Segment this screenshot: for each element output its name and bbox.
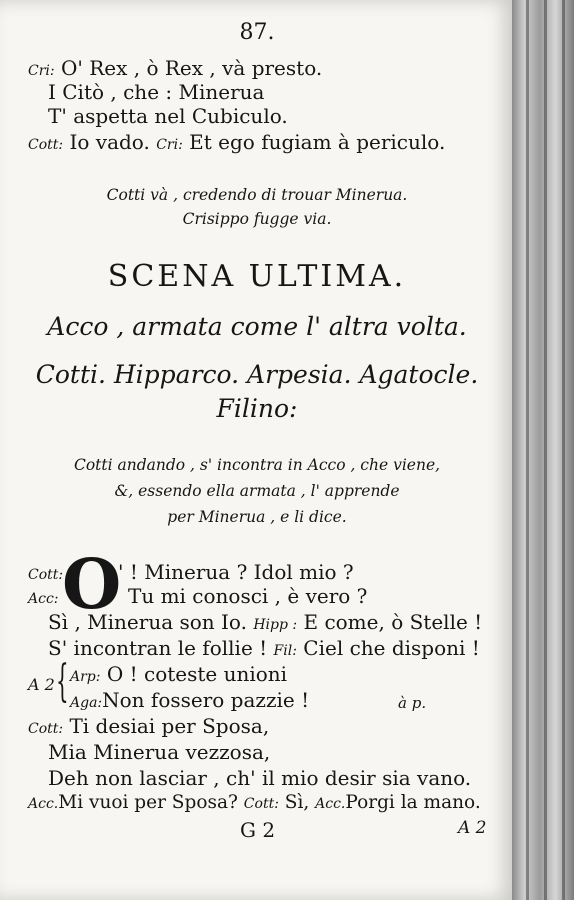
dialogue-line-mia: Mia Minerua vezzosa, [48, 740, 271, 764]
dialogue-line-2: Tu mi conosci , è vero ? [128, 584, 368, 608]
aside-marker: à p. [398, 694, 427, 712]
stage-direction-3: Cotti andando , s' incontra in Acco , che viene, [73, 456, 441, 474]
signature-mark: G 2 [240, 818, 276, 842]
stage-direction-4: &, essendo ella armata , l' apprende [114, 482, 400, 500]
stage-direction-1: Cotti và , credendo di trouar Minerua. [106, 186, 408, 204]
speaker-label: Cri: [156, 137, 183, 153]
page-number: 87. [239, 20, 275, 45]
speaker-cott-1: Cott: [28, 567, 64, 583]
speaker-label: Cri: [28, 63, 55, 79]
a2-label: A 2 [28, 675, 55, 694]
stage-direction-2: Crisippo fugge via. [182, 210, 332, 228]
verse-line-3: T' aspetta nel Cubiculo. [48, 104, 288, 128]
scene-title: SCENA ULTIMA. [107, 259, 407, 294]
verse-line-2: I Citò , che : Minerua [48, 80, 265, 104]
scene-heading-3: Filino: [216, 394, 298, 423]
catchword: A 2 [458, 818, 487, 838]
dialogue-line-cott-2: Cott: Ti desiai per Sposa, [28, 714, 270, 738]
speaker-label: Cott: [28, 137, 64, 153]
scene-heading-1: Acco , armata come l' altra volta. [47, 312, 467, 341]
brace-glyph: { [56, 656, 69, 707]
scene-heading-2: Cotti. Hipparco. Arpesia. Agatocle. [35, 360, 479, 389]
dialogue-line-1: ' ! Minerua ? Idol mio ? [118, 560, 354, 584]
dialogue-line-aga: Aga:Non fossero pazzie ! [70, 688, 310, 712]
stage-direction-5: per Minerua , e li dice. [167, 508, 347, 526]
dialogue-line-4: S' incontran le follie ! Fil: Ciel che disponi ! [48, 636, 480, 660]
verse-line-1: Cri: O' Rex , ò Rex , và presto. [28, 56, 323, 80]
dialogue-line-deh: Deh non lasciar , ch' il mio desir sia vano. [48, 766, 472, 790]
dialogue-line-3: Sì , Minerua son Io. Hipp : E come, ò Stelle ! [48, 610, 483, 634]
speaker-acc-1: Acc: [28, 591, 59, 607]
verse-line-4: Cott: Io vado. Cri: Et ego fugiam à periculo. [28, 130, 446, 154]
page-edge-shadow [512, 0, 574, 900]
dialogue-line-arp: Arp: O ! coteste unioni [70, 662, 288, 686]
speaker-label: Fil: [273, 643, 297, 659]
speaker-label: Hipp : [253, 617, 298, 633]
dialogue-line-final: Acc.Mi vuoi per Sposa? Cott: Sì, Acc.Porgi la mano. [28, 792, 481, 813]
drop-cap: O [62, 545, 122, 625]
